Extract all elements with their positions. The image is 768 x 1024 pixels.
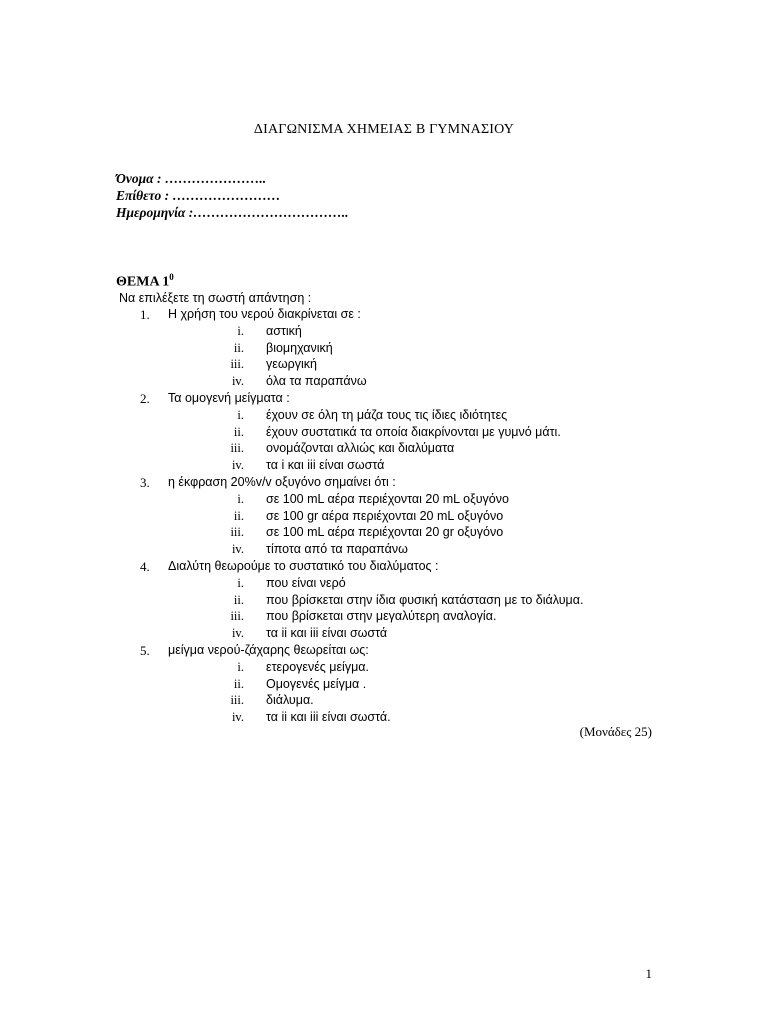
answer-option bbox=[0, 492, 768, 509]
section-title: ΘΕΜΑ $1^0$ bbox=[116, 272, 174, 290]
answer-option bbox=[0, 441, 768, 458]
option-text: σε 100 mL αέρα περιέχονται 20 mL οξυγόνο bbox=[266, 491, 509, 506]
option-numeral: iii. bbox=[230, 441, 244, 456]
option-numeral: ii. bbox=[233, 592, 244, 607]
option-text: έχουν σε όλη τη μάζα τους τις ίδιες ιδιότητες bbox=[266, 407, 508, 422]
question-item bbox=[0, 391, 768, 408]
question-text: Η χρήση του νερού διακρίνεται σε : bbox=[168, 307, 361, 321]
question-number: 4. bbox=[140, 558, 150, 574]
option-text: τα i και iii είναι σωστά bbox=[266, 458, 385, 473]
answer-option bbox=[0, 593, 768, 610]
option-text: Ομογενές μείγμα . bbox=[266, 676, 367, 691]
page-number: 1 bbox=[645, 966, 652, 981]
question-text: η έκφραση 20%v/v οξυγόνο σημαίνει ότι : bbox=[168, 474, 396, 489]
option-text: διάλυμα. bbox=[266, 693, 314, 708]
answer-option bbox=[0, 576, 768, 593]
question-text: Τα ομογενή μείγματα : bbox=[168, 390, 290, 405]
answer-option bbox=[0, 408, 768, 425]
answer-option bbox=[0, 509, 768, 526]
section-superscript: 0 bbox=[169, 272, 174, 282]
option-numeral: iii. bbox=[230, 609, 244, 624]
option-text: όλα τα παραπάνω bbox=[266, 374, 367, 389]
answer-option bbox=[0, 660, 768, 677]
instruction-text: Να επιλέξετε τη σωστή απάντηση : bbox=[119, 291, 312, 305]
question-item bbox=[0, 643, 768, 660]
answer-option bbox=[0, 542, 768, 559]
option-numeral: iv. bbox=[231, 374, 244, 389]
option-text: που βρίσκεται στην μεγαλύτερη αναλογία. bbox=[266, 609, 497, 624]
option-text: που είναι νερό bbox=[266, 575, 346, 590]
question-number: 1. bbox=[140, 307, 150, 322]
option-text: σε 100 mL αέρα περιέχονται 20 gr οξυγόνο bbox=[266, 525, 504, 540]
answer-option bbox=[0, 626, 768, 643]
option-numeral: iii. bbox=[230, 525, 244, 540]
option-numeral: i. bbox=[237, 491, 244, 506]
option-text: που βρίσκεται στην ίδια φυσική κατάσταση με το διάλυμα. bbox=[266, 592, 584, 607]
option-numeral: iii. bbox=[230, 693, 244, 708]
option-numeral: iv. bbox=[231, 542, 244, 557]
option-numeral: iii. bbox=[230, 357, 244, 372]
option-numeral: i. bbox=[237, 575, 244, 590]
date-field: Ημερομηνία :…………………………….. bbox=[116, 205, 349, 220]
option-numeral: iv. bbox=[231, 626, 244, 641]
question-item bbox=[0, 475, 768, 492]
document-title: ΔΙΑΓΩΝΙΣΜΑ ΧΗΜΕΙΑΣ Β ΓΥΜΝΑΣΙΟΥ bbox=[253, 122, 515, 137]
option-numeral: i. bbox=[237, 407, 244, 422]
question-item bbox=[0, 307, 768, 324]
answer-option bbox=[0, 710, 768, 727]
answer-option bbox=[0, 609, 768, 626]
option-text: ονομάζονται αλλιώς και διαλύματα bbox=[266, 441, 455, 456]
option-text: σε 100 gr αέρα περιέχονται 20 mL οξυγόνο bbox=[266, 508, 504, 523]
question-number: 5. bbox=[140, 642, 150, 658]
option-numeral: i. bbox=[237, 659, 244, 674]
answer-option bbox=[0, 693, 768, 710]
question-number: 3. bbox=[140, 474, 150, 490]
student-info bbox=[116, 170, 349, 221]
option-numeral: iv. bbox=[231, 710, 244, 725]
option-numeral: ii. bbox=[233, 424, 244, 439]
option-text: βιομηχανική bbox=[266, 340, 333, 355]
option-numeral: ii. bbox=[233, 340, 244, 355]
question-text: μείγμα νερού-ζάχαρης θεωρείται ως: bbox=[168, 642, 369, 657]
answer-option bbox=[0, 677, 768, 694]
answer-option bbox=[0, 324, 768, 341]
answer-option bbox=[0, 374, 768, 391]
surname-field: Επίθετο : …………………… bbox=[116, 188, 281, 203]
answer-option bbox=[0, 458, 768, 475]
answer-option bbox=[0, 525, 768, 542]
question-text: Διαλύτη θεωρούμε το συστατικό του διαλύματος : bbox=[168, 558, 439, 573]
answer-option bbox=[0, 357, 768, 374]
answer-option bbox=[0, 341, 768, 358]
question-list bbox=[0, 307, 768, 727]
option-text: έχουν συστατικά τα οποία διακρίνονται με γυμνό μάτι. bbox=[266, 424, 561, 439]
option-numeral: ii. bbox=[233, 508, 244, 523]
option-numeral: ii. bbox=[233, 676, 244, 691]
option-numeral: i. bbox=[237, 323, 244, 338]
option-numeral: iv. bbox=[231, 458, 244, 473]
answer-option bbox=[0, 425, 768, 442]
option-text: αστική bbox=[266, 323, 302, 338]
grade-note: (Μονάδες 25) bbox=[579, 724, 652, 739]
option-text: γεωργική bbox=[266, 357, 317, 372]
option-text: τα ii και iii είναι σωστά. bbox=[266, 710, 391, 725]
question-number: 2. bbox=[140, 390, 150, 406]
question-item bbox=[0, 559, 768, 576]
option-text: ετερογενές μείγμα. bbox=[266, 659, 369, 674]
name-field: Όνομα : ………………….. bbox=[116, 171, 267, 186]
option-text: τίποτα από τα παραπάνω bbox=[266, 542, 408, 557]
option-text: τα ii και iii είναι σωστά bbox=[266, 626, 388, 641]
